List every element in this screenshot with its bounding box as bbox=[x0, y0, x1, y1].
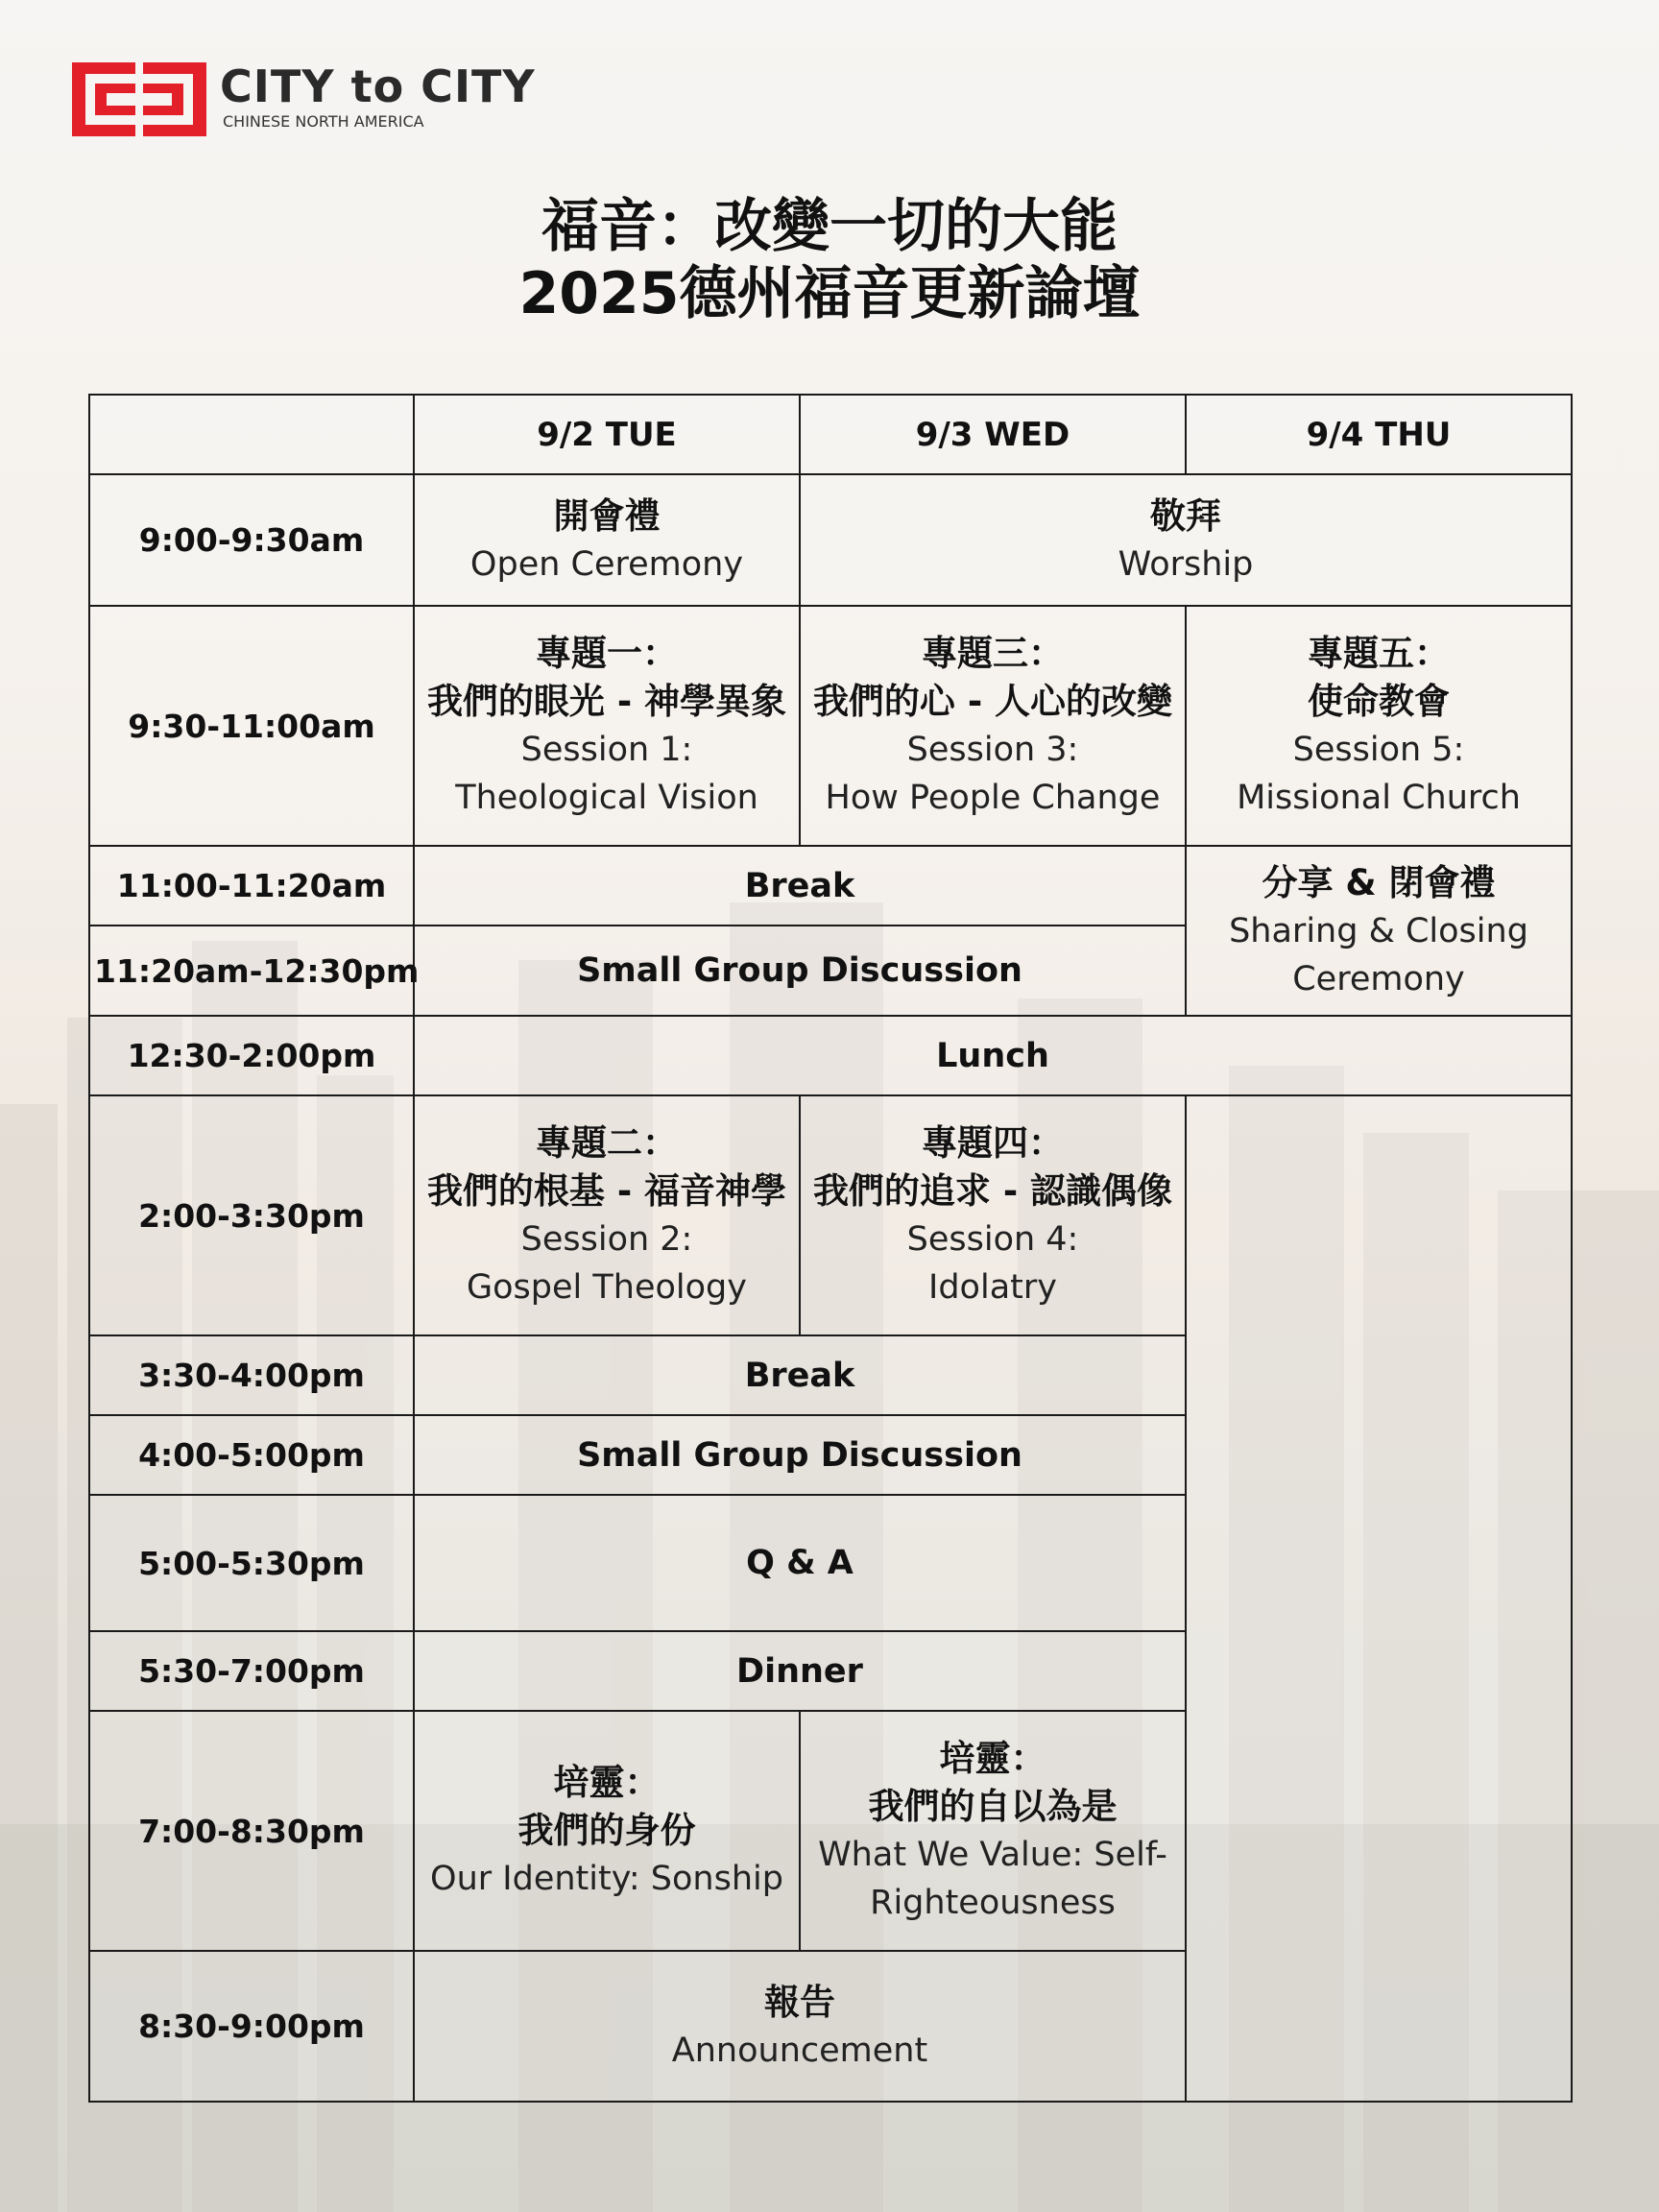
corner-cell bbox=[89, 395, 414, 474]
time-cell: 9:30-11:00am bbox=[89, 606, 414, 846]
cell-title-en: Worship bbox=[1118, 544, 1254, 584]
cell-subtitle-zh: 使命教會 bbox=[1308, 681, 1450, 722]
cell-subtitle-zh: 我們的根基 - 福音神學 bbox=[426, 1170, 787, 1212]
cell-title-zh: 專題四： bbox=[922, 1122, 1064, 1164]
session-5-cell bbox=[1186, 606, 1572, 846]
cell-title-en: Sharing & Closing bbox=[1229, 911, 1528, 950]
cell-title-zh: 專題五： bbox=[1308, 633, 1450, 674]
cell-title-en: Our Identity: Sonship bbox=[430, 1860, 783, 1898]
page-title-line-1: 福音：改變一切的大能 bbox=[541, 193, 1118, 260]
cell-subtitle-en: Missional Church bbox=[1237, 779, 1521, 817]
cell-title-en: What We Value: Self- bbox=[818, 1836, 1167, 1874]
lunch-cell: Lunch bbox=[414, 1016, 1572, 1095]
cell-title-zh: 專題一： bbox=[536, 633, 678, 674]
table-row bbox=[89, 606, 1572, 846]
time-cell: 8:30-9:00pm bbox=[89, 1951, 414, 2102]
break-cell: Break bbox=[414, 846, 1186, 926]
day-header-thu: 9/4 THU bbox=[1186, 395, 1572, 474]
spiritual-session-2-cell bbox=[800, 1711, 1186, 1951]
city-to-city-logo bbox=[72, 60, 536, 139]
time-cell: 11:00-11:20am bbox=[89, 846, 414, 926]
cell-subtitle-en: Idolatry bbox=[928, 1268, 1057, 1307]
table-row bbox=[89, 1095, 1572, 1335]
small-group-cell: Small Group Discussion bbox=[414, 1415, 1186, 1495]
break-cell: Break bbox=[414, 1335, 1186, 1415]
cell-title-zh: 開會禮 bbox=[553, 494, 661, 537]
cell-subtitle-zh: 我們的自以為是 bbox=[868, 1786, 1118, 1827]
logo-mark-icon bbox=[72, 62, 206, 136]
cell-subtitle-en: Righteousness bbox=[870, 1884, 1116, 1922]
day-header-tue: 9/2 TUE bbox=[414, 395, 800, 474]
time-cell: 5:00-5:30pm bbox=[89, 1495, 414, 1631]
session-1-cell bbox=[414, 606, 800, 846]
cell-subtitle-en: Theological Vision bbox=[455, 779, 758, 817]
cell-title-en: Open Ceremony bbox=[469, 544, 744, 584]
time-cell: 3:30-4:00pm bbox=[89, 1335, 414, 1415]
page-title-line-2: 2025德州福音更新論壇 bbox=[518, 260, 1141, 327]
cell-title-zh: 報告 bbox=[764, 1981, 835, 2023]
day-header-wed: 9/3 WED bbox=[800, 395, 1186, 474]
cell-title-en: Session 4: bbox=[906, 1220, 1079, 1259]
cell-title-en: Session 3: bbox=[906, 731, 1079, 769]
thu-afternoon-empty-cell bbox=[1186, 1095, 1572, 2102]
cell-title-zh: 培靈： bbox=[553, 1762, 661, 1803]
open-ceremony-cell bbox=[414, 474, 800, 606]
closing-ceremony-cell bbox=[1186, 846, 1572, 1016]
time-cell: 5:30-7:00pm bbox=[89, 1631, 414, 1711]
time-cell: 7:00-8:30pm bbox=[89, 1711, 414, 1951]
header-row bbox=[89, 395, 1572, 474]
worship-cell bbox=[800, 474, 1572, 606]
session-3-cell bbox=[800, 606, 1186, 846]
small-group-cell: Small Group Discussion bbox=[414, 926, 1186, 1016]
cell-title-en: Session 1: bbox=[520, 731, 693, 769]
table-row bbox=[89, 846, 1572, 926]
cell-title-zh: 培靈： bbox=[939, 1738, 1046, 1779]
cell-title-zh: 專題三： bbox=[922, 633, 1064, 674]
cell-title-zh: 分享 & 閉會禮 bbox=[1262, 861, 1496, 903]
time-cell: 2:00-3:30pm bbox=[89, 1095, 414, 1335]
cell-subtitle-zh: 我們的身份 bbox=[517, 1810, 696, 1851]
announcement-cell bbox=[414, 1951, 1186, 2102]
schedule-table bbox=[88, 394, 1573, 2103]
cell-subtitle-zh: 我們的心 - 人心的改變 bbox=[812, 681, 1173, 722]
table-row bbox=[89, 1016, 1572, 1095]
cell-subtitle-en: Gospel Theology bbox=[467, 1268, 747, 1307]
time-cell: 4:00-5:00pm bbox=[89, 1415, 414, 1495]
cell-subtitle-en: How People Change bbox=[825, 779, 1161, 817]
logo-subtitle: CHINESE NORTH AMERICA bbox=[223, 112, 424, 131]
dinner-cell: Dinner bbox=[414, 1631, 1186, 1711]
cell-title-en: Announcement bbox=[671, 2031, 928, 2070]
time-cell: 12:30-2:00pm bbox=[89, 1016, 414, 1095]
session-2-cell bbox=[414, 1095, 800, 1335]
cell-subtitle-zh: 我們的眼光 - 神學異象 bbox=[426, 681, 787, 722]
time-cell: 11:20am-12:30pm bbox=[89, 926, 414, 1016]
logo-title: CITY to CITY bbox=[220, 60, 536, 112]
cell-subtitle-zh: 我們的追求 - 認識偶像 bbox=[812, 1170, 1173, 1212]
cell-title-zh: 專題二： bbox=[536, 1122, 678, 1164]
spiritual-session-1-cell bbox=[414, 1711, 800, 1951]
cell-title-en: Session 5: bbox=[1292, 731, 1465, 769]
time-cell: 9:00-9:30am bbox=[89, 474, 414, 606]
qa-cell: Q & A bbox=[414, 1495, 1186, 1631]
table-row bbox=[89, 474, 1572, 606]
session-4-cell bbox=[800, 1095, 1186, 1335]
cell-title-zh: 敬拜 bbox=[1150, 494, 1221, 537]
cell-title-en: Session 2: bbox=[520, 1220, 693, 1259]
cell-subtitle-en: Ceremony bbox=[1292, 959, 1465, 998]
